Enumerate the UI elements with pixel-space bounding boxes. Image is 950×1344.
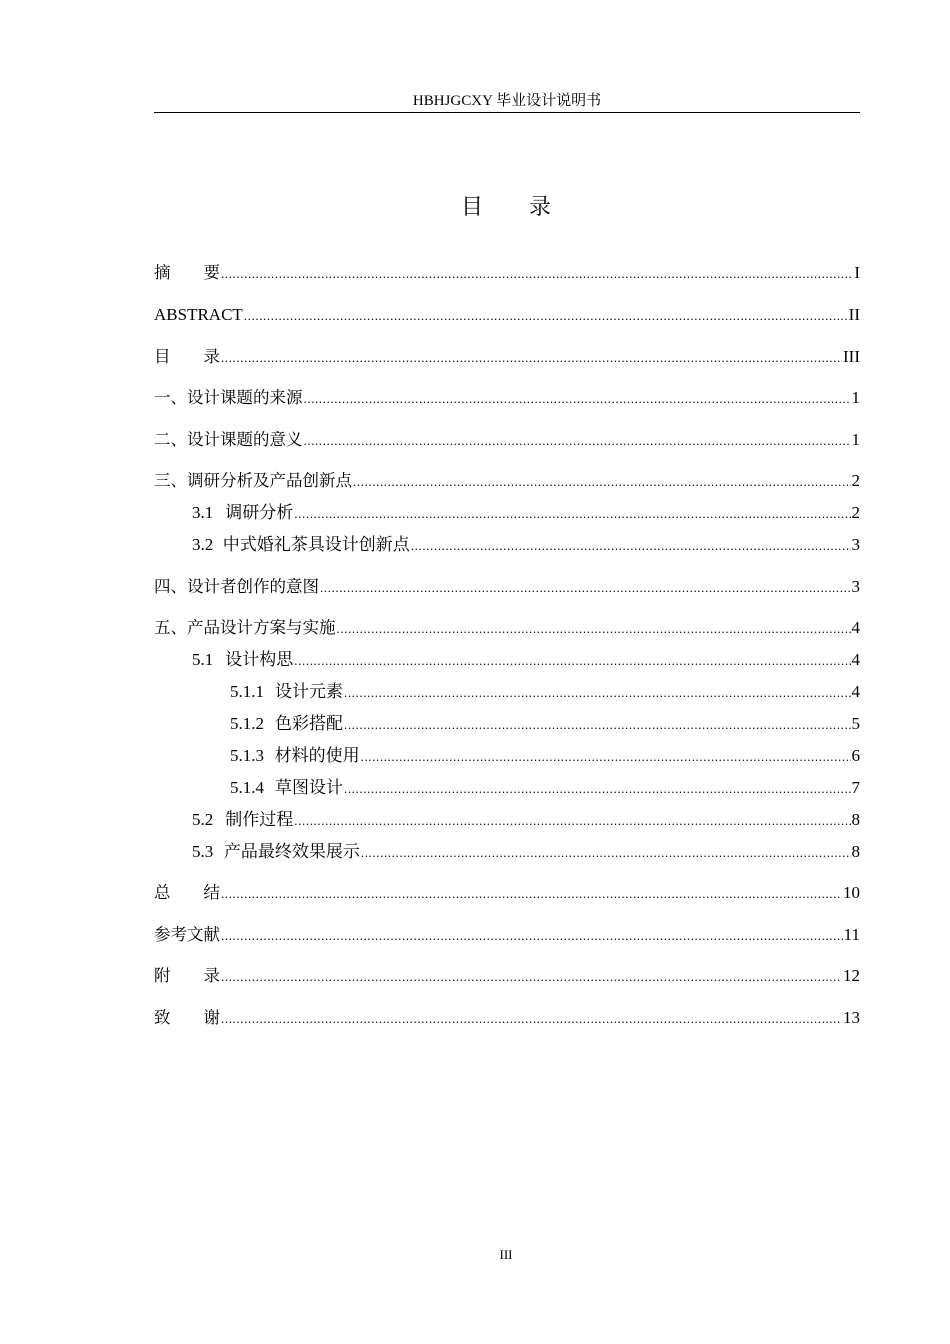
toc-entry-label: 总 结	[154, 883, 220, 902]
toc-entry-page: 8	[851, 810, 860, 829]
leader-dots	[320, 576, 851, 600]
leader-dots	[344, 681, 851, 705]
leader-dots	[294, 649, 850, 673]
toc-entry-conclusion[interactable]	[154, 881, 860, 905]
toc-entry-label: 摘 要	[154, 263, 220, 282]
leader-dots	[353, 470, 851, 494]
toc-entry-page: II	[848, 305, 860, 324]
toc-entry-page: 1	[851, 388, 860, 407]
toc-entry-label: 调研分析	[225, 503, 294, 522]
toc-entry-page: I	[854, 263, 860, 282]
toc-entry-label: 一、设计课题的来源	[154, 388, 303, 407]
toc-entry-label: 参考文献	[154, 925, 220, 944]
toc-entry-references[interactable]	[154, 923, 860, 947]
leader-dots	[337, 617, 851, 641]
toc-entry-label: 设计元素	[274, 682, 343, 701]
leader-dots	[221, 965, 842, 989]
toc-entry-3-2[interactable]	[192, 533, 860, 557]
toc-entry-label: 产品最终效果展示	[223, 842, 360, 861]
toc-entry-5-1-1[interactable]	[230, 680, 860, 704]
toc-entry-label: ABSTRACT	[154, 305, 243, 324]
toc-entry-page: 3	[851, 577, 860, 596]
leader-dots	[361, 841, 851, 865]
toc-entry-number: 5.1.2	[230, 714, 264, 733]
leader-dots	[304, 429, 851, 453]
toc-title-char-2: 录	[529, 195, 552, 220]
leader-dots	[221, 882, 842, 906]
toc-entry-page: 4	[851, 650, 860, 669]
page-number: III	[499, 1247, 513, 1262]
toc-entry-abstract-cn[interactable]	[154, 261, 860, 285]
toc-entry-chapter-2[interactable]	[154, 428, 860, 452]
toc-entry-3-1[interactable]	[192, 501, 860, 525]
table-of-contents	[154, 0, 860, 1344]
toc-entry-label: 三、调研分析及产品创新点	[154, 471, 352, 490]
toc-entry-label: 中式婚礼茶具设计创新点	[222, 535, 410, 554]
toc-entry-appendix[interactable]	[154, 964, 860, 988]
leader-dots	[221, 1007, 842, 1031]
toc-entry-label: 四、设计者创作的意图	[154, 577, 319, 596]
toc-entry-chapter-5[interactable]	[154, 616, 860, 640]
toc-entry-label: 制作过程	[225, 810, 294, 829]
toc-entry-5-1-4[interactable]	[230, 776, 860, 800]
leader-dots	[294, 502, 850, 526]
toc-entry-number: 5.1	[192, 650, 214, 669]
toc-entry-number: 5.3	[192, 842, 214, 861]
toc-entry-page: 2	[851, 471, 860, 490]
toc-entry-page: 13	[843, 1008, 860, 1027]
toc-entry-page: 4	[851, 682, 860, 701]
toc-entry-number: 5.1.4	[230, 778, 264, 797]
toc-entry-number: 3.1	[192, 503, 214, 522]
leader-dots	[244, 304, 848, 328]
toc-entry-label: 色彩搭配	[274, 714, 343, 733]
toc-entry-contents[interactable]	[154, 345, 860, 369]
leader-dots	[344, 777, 851, 801]
toc-entry-page: 5	[851, 714, 860, 733]
toc-entry-label: 目 录	[154, 347, 220, 366]
toc-entry-page: 3	[851, 535, 860, 554]
toc-entry-page: 4	[851, 618, 860, 637]
toc-entry-number: 5.2	[192, 810, 214, 829]
toc-entry-label: 二、设计课题的意义	[154, 430, 303, 449]
leader-dots	[304, 387, 851, 411]
toc-entry-label: 五、产品设计方案与实施	[154, 618, 336, 637]
leader-dots	[221, 346, 842, 370]
toc-entry-page: 8	[851, 842, 860, 861]
toc-entry-label: 草图设计	[274, 778, 343, 797]
toc-entry-acknowledgements[interactable]	[154, 1006, 860, 1030]
toc-entry-page: 7	[851, 778, 860, 797]
toc-title-char-1: 目	[460, 195, 483, 220]
toc-entry-page: 1	[851, 430, 860, 449]
toc-entry-page: 6	[851, 746, 860, 765]
toc-entry-5-1[interactable]	[192, 648, 860, 672]
toc-entry-5-3[interactable]	[192, 840, 860, 864]
toc-entry-label: 致 谢	[154, 1008, 220, 1027]
toc-entry-5-2[interactable]	[192, 808, 860, 832]
toc-entry-5-1-3[interactable]	[230, 744, 860, 768]
toc-entry-label: 材料的使用	[274, 746, 360, 765]
toc-entry-page: 12	[843, 966, 860, 985]
toc-entry-number: 3.2	[192, 535, 214, 554]
toc-entry-page: 10	[843, 883, 860, 902]
toc-entry-5-1-2[interactable]	[230, 712, 860, 736]
toc-entry-page: 2	[851, 503, 860, 522]
leader-dots	[411, 534, 851, 558]
leader-dots	[221, 262, 853, 286]
toc-entry-chapter-4[interactable]	[154, 575, 860, 599]
toc-entry-chapter-3[interactable]	[154, 469, 860, 493]
leader-dots	[294, 809, 850, 833]
toc-entry-label: 附 录	[154, 966, 220, 985]
toc-entry-number: 5.1.3	[230, 746, 264, 765]
toc-entry-page: 11	[843, 925, 860, 944]
toc-entry-page: III	[843, 347, 860, 366]
toc-entry-label: 设计构思	[225, 650, 294, 669]
toc-entry-number: 5.1.1	[230, 682, 264, 701]
leader-dots	[361, 745, 851, 769]
running-header: HBHJGCXY 毕业设计说明书	[412, 93, 602, 109]
leader-dots	[221, 924, 843, 948]
toc-entry-abstract-en[interactable]	[154, 303, 860, 327]
toc-entry-chapter-1[interactable]	[154, 386, 860, 410]
leader-dots	[344, 713, 851, 737]
